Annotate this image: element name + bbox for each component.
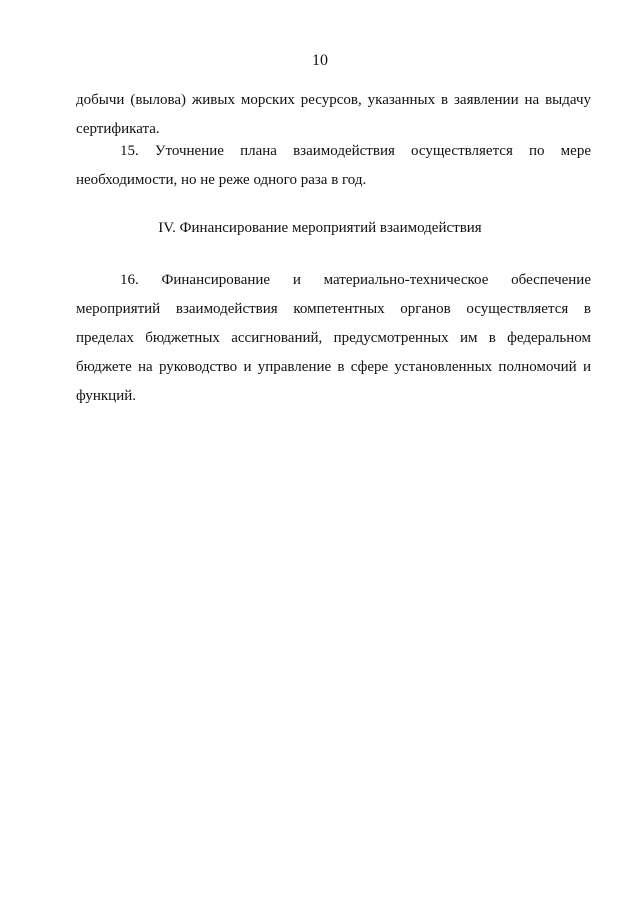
page-number: 10	[312, 52, 328, 69]
paragraph-16-text: 16. Финансирование и материально-техническое обеспечение мероприятий взаимодействия компетентных органов осуществляется в пределах бюджетных ассигнований, предусмотренных им в федеральном бюджете на руководство и управление в сфере установленных полномочий и функций.	[76, 272, 591, 404]
paragraph-16	[76, 266, 591, 411]
paragraph-15-text: 15. Уточнение плана взаимодействия осуществляется по мере необходимости, но не реже одного раза в год.	[76, 143, 591, 188]
continuation-paragraph-text: добычи (вылова) живых морских ресурсов, указанных в заявлении на выдачу сертификата.	[76, 92, 591, 137]
continuation-paragraph	[76, 86, 591, 144]
paragraph-15	[76, 137, 591, 195]
section-heading: IV. Финансирование мероприятий взаимодействия	[158, 220, 482, 236]
